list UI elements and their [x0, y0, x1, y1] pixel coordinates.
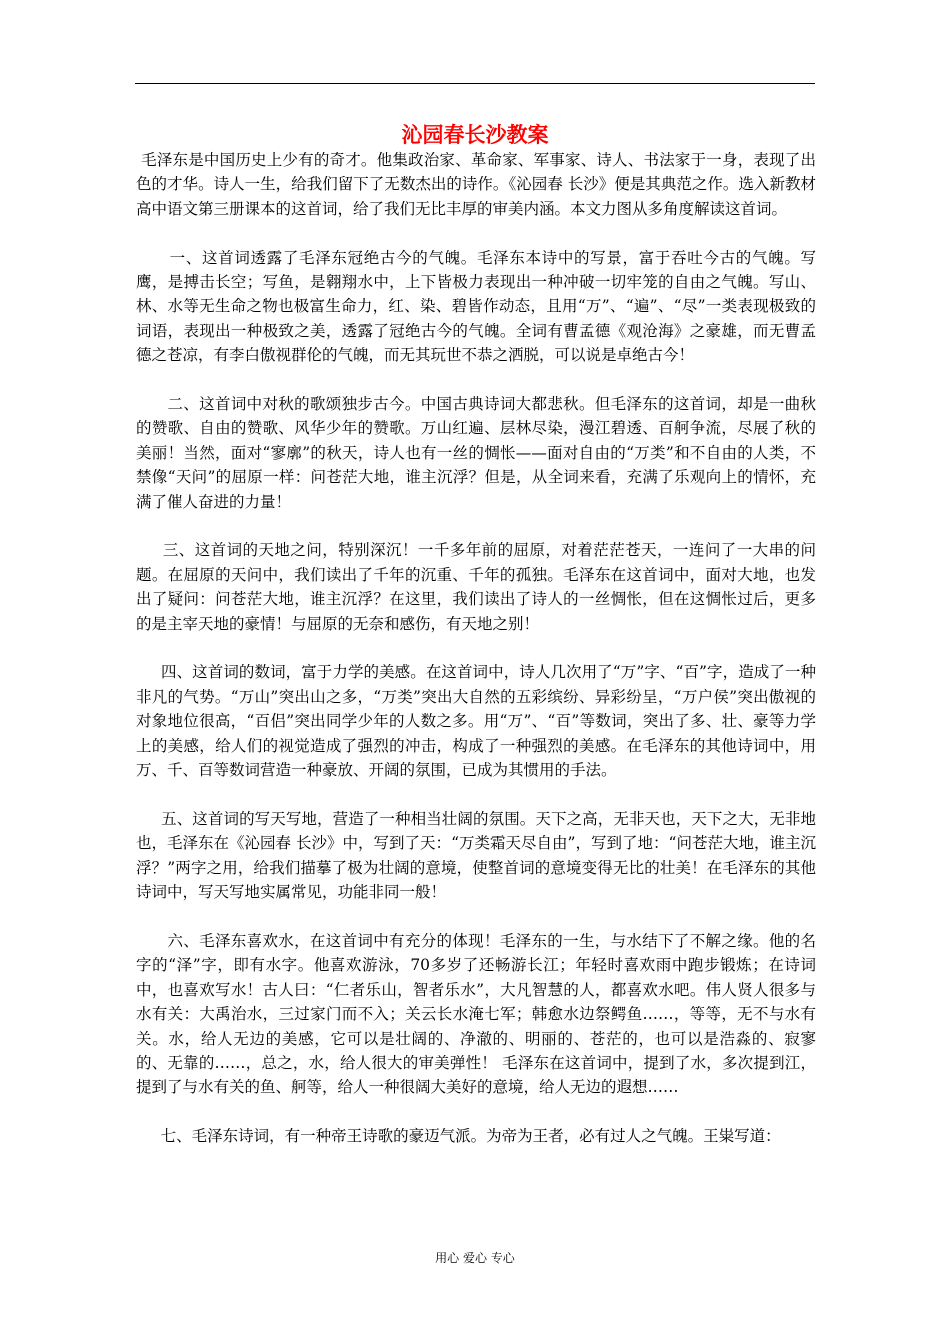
page-footer: 用心 爱心 专心 — [435, 1251, 515, 1265]
section-two-paragraph: 二、这首词中对秋的歌颂独步古今。中国古典诗词大都悲秋。但毛泽东的这首词，却是一曲秋的赞歌、自由的赞歌、风华少年的赞歌。万山红遍、层林尽染，漫江碧透、百舸争流，尽展了秋的美丽！当然，面对“寥廓”的秋天，诗人也有一丝的惆怅——面对自由的“万类”和不自由的人类，不禁像“天问”的屈原一样：问苍茫大地，谁主沉浮？但是，从全词来看，充满了乐观向上的情怀，充满了催人奋进的力量！ — [136, 395, 816, 511]
intro-paragraph: 毛泽东是中国历史上少有的奇才。他集政治家、革命家、军事家、诗人、书法家于一身，表现了出色的才华。诗人一生，给我们留下了无数杰出的诗作。《沁园春 长沙》便是其典范之作。选入新教材高中语文第三册课本的这首词，给了我们无比丰厚的审美内涵。本文力图从多角度解读这首词。 — [136, 151, 816, 218]
header-rule — [135, 83, 815, 84]
document-body — [136, 148, 816, 1149]
section-five-paragraph: 五、这首词的写天写地，营造了一种相当壮阔的氛围。天下之高，无非天也，天下之大，无非地也，毛泽东在《沁园春 长沙》中，写到了天：“万类霜天尽自由”，写到了地：“问苍茫大地，谁主沉浮？”两字之用，给我们描摹了极为壮阔的意境，使整首词的意境变得无比的壮美！在毛泽东的其他诗词中，写天写地实属常见，功能非同一般！ — [136, 809, 816, 902]
section-seven-paragraph: 七、毛泽东诗词，有一种帝王诗歌的豪迈气派。为帝为王者，必有过人之气魄。王粜写道： — [136, 1127, 781, 1146]
document-title: 沁园春长沙教案 — [401, 122, 549, 147]
section-six-paragraph: 六、毛泽东喜欢水，在这首词中有充分的体现！毛泽东的一生，与水结下了不解之缘。他的名字的“泽”字，即有水字。他喜欢游泳，70多岁了还畅游长江；年轻时喜欢雨中跑步锻炼；在诗词中，也喜欢写水！古人曰：“仁者乐山，智者乐水”，大凡智慧的人，都喜欢水吧。伟人贤人很多与水有关：大禹治水，三过家门而不入；关云长水淹七军；韩愈水边祭鳄鱼……，等等，无不与水有关。水，给人无边的美感，它可以是壮阔的、净澈的、明丽的、苍茫的，也可以是浩淼的、寂寥的、无靠的……，总之，水，给人很大的审美弹性！ 毛泽东在这首词中，提到了水，多次提到江，提到了与水有关的鱼、舸等，给人一种很阔大美好的意境，给人无边的遐想…… — [136, 931, 816, 1097]
section-four-paragraph: 四、这首词的数词，富于力学的美感。在这首词中，诗人几次用了“万”字、“百”字，造成了一种非凡的气势。“万山”突出山之多，“万类”突出大自然的五彩缤纷、异彩纷呈，“万户侯”突出傲视的对象地位很高，“百侣”突出同学少年的人数之多。用“万”、“百”等数词，突出了多、壮、豪等力学上的美感，给人们的视觉造成了强烈的冲击，构成了一种强烈的美感。在毛泽东的其他诗词中，用万、千、百等数词营造一种豪放、开阔的氛围，已成为其惯用的手法。 — [136, 663, 817, 780]
section-three-paragraph: 三、这首词的天地之问，特别深沉！一千多年前的屈原，对着茫茫苍天，一连问了一大串的问题。在屈原的天问中，我们读出了千年的沉重、千年的孤独。毛泽东在这首词中，面对大地，也发出了疑问：问苍茫大地，谁主沉浮？在这里，我们读出了诗人的一丝惆怅，但在这惆怅过后，更多的是主宰天地的豪情！与屈原的无奈和感伤，有天地之别！ — [136, 541, 816, 633]
section-one-paragraph: 一、这首词透露了毛泽东冠绝古今的气魄。毛泽东本诗中的写景，富于吞吐今古的气魄。写鹰，是搏击长空；写鱼，是翱翔水中，上下皆极力表现出一种冲破一切牢笼的自由之气魄。写山、林、水等无生命之物也极富生命力，红、染、碧皆作动态，且用“万”、“遍”、“尽”一类表现极致的词语，表现出一种极致之美，透露了冠绝古今的气魄。全词有曹孟德《观沧海》之豪雄，而无曹孟德之苍凉，有李白傲视群伦的气魄，而无其玩世不恭之洒脱，可以说是卓绝古今！ — [136, 248, 816, 365]
